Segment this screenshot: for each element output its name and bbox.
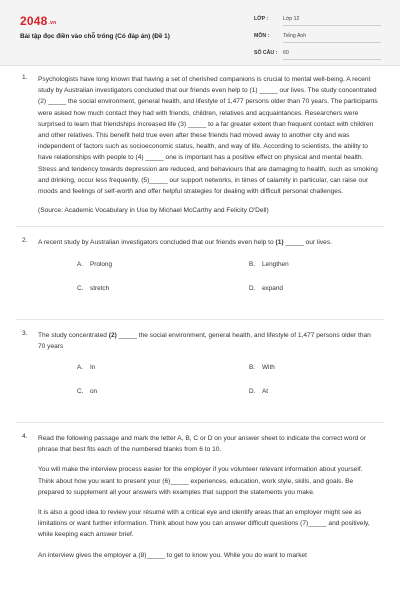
question-number: 3.: [22, 329, 28, 337]
option-a[interactable]: A. Prolong: [77, 260, 113, 268]
blank-marker: (1): [275, 239, 284, 247]
meta-class-value: Lớp 12: [283, 16, 381, 26]
answer-options: [38, 354, 378, 412]
document-title: Bài tập đọc điền vào chỗ trống (Có đáp án) (Đề 1): [20, 33, 170, 40]
meta-subject-label: MÔN :: [254, 33, 270, 39]
option-c[interactable]: C. stretch: [77, 284, 110, 292]
question-2: [0, 237, 400, 308]
meta-class-label: LỚP :: [254, 16, 269, 22]
meta-subject: [254, 31, 384, 48]
meta-class: [254, 14, 384, 31]
answer-options: [38, 251, 378, 309]
option-b[interactable]: B. With: [249, 364, 275, 372]
passage-source: (Source: Academic Vocabulary in Use by Michael McCarthy and Felicity O'Dell): [38, 207, 269, 215]
option-b[interactable]: B. Lengthen: [249, 260, 289, 268]
question-3: [0, 330, 400, 412]
document-meta: [254, 14, 384, 65]
option-d[interactable]: D. expand: [249, 284, 283, 292]
question-text: The study concentrated (2) _____ the social environment, general health, and lifestyle of 1,477 persons older than 70 years: [38, 331, 371, 350]
site-logo[interactable]: $2048^{.vn}$: [20, 14, 57, 28]
option-d[interactable]: D. At: [249, 388, 269, 396]
passage-paragraph-3: An interview gives the employer a (8)_____ to get to know you. While you do want to market: [38, 551, 308, 559]
meta-count-value: 60: [283, 50, 381, 60]
passage-text: Psychologists have long known that having a set of cherished companions is crucial to mental well-being. A recent study by Australian investigators concluded that our friends even help to (1) _____ our lives. The study concentrated (2) _____ the social environment, general health, and lifestyle of 1,477 persons older than 70 years. The participants were asked how much contact they had with friends, children, relatives and acquaintances. Researchers were surprised to learn that friendships increased life (3) _____ to a far greater extent than frequent contact with children and other relatives. This benefit held true even after these friends had moved away to another city and was independent of factors such as socioeconomic status, health, and way of life. According to scientists, the ability to have relationships with people to (4) _____ one is important has a positive effect on physical and mental health. Stress and tendency towards depression are reduced, and behaviours that are damaging to health, such as smoking and drinking, occur less frequently. (5)_____ our support networks, in times of calamity in particular, can raise our moods and feelings of self-worth and offer helpful strategies for dealing with difficult personal challenges.: [38, 76, 378, 196]
divider: [16, 422, 384, 423]
passage-paragraph-1: You will make the interview process easier for the employer if you volunteer relevant information about yourself. Think about how you want to present your (6)_____ experiences, education, work style, skills, and goals. Be prepared to supplement all your answers with examples that support the statements you make.: [38, 466, 363, 496]
passage-paragraph-2: It is also a good idea to review your résumé with a critical eye and identify areas that an employer might see as limitations or want further information. Think about how you can answer difficult questions (7)_____ and positively, while keeping each answer brief.: [38, 509, 370, 539]
option-c[interactable]: C. on: [77, 388, 98, 396]
question-number: 2.: [22, 237, 28, 245]
exercise-content: [0, 74, 400, 561]
question-1: [0, 74, 400, 216]
question-text: A recent study by Australian investigators concluded that our friends even help to (1) _____ our lives.: [38, 239, 332, 247]
page-header: [0, 0, 400, 66]
meta-subject-value: Tiếng Anh: [283, 33, 381, 43]
meta-count-label: SỐ CÂU :: [254, 50, 278, 56]
blank-marker: (2): [108, 331, 117, 339]
question-instruction: Read the following passage and mark the letter A, B, C or D on your answer sheet to indicate the correct word or phrase that best fits each of the numbered blanks from 6 to 10.: [38, 435, 367, 454]
question-number: 4.: [22, 433, 28, 441]
question-number: 1.: [22, 74, 28, 81]
meta-count: [254, 48, 384, 65]
divider: [16, 226, 384, 227]
option-a[interactable]: A. In: [77, 364, 96, 372]
divider: [16, 319, 384, 320]
question-4: [0, 433, 400, 561]
